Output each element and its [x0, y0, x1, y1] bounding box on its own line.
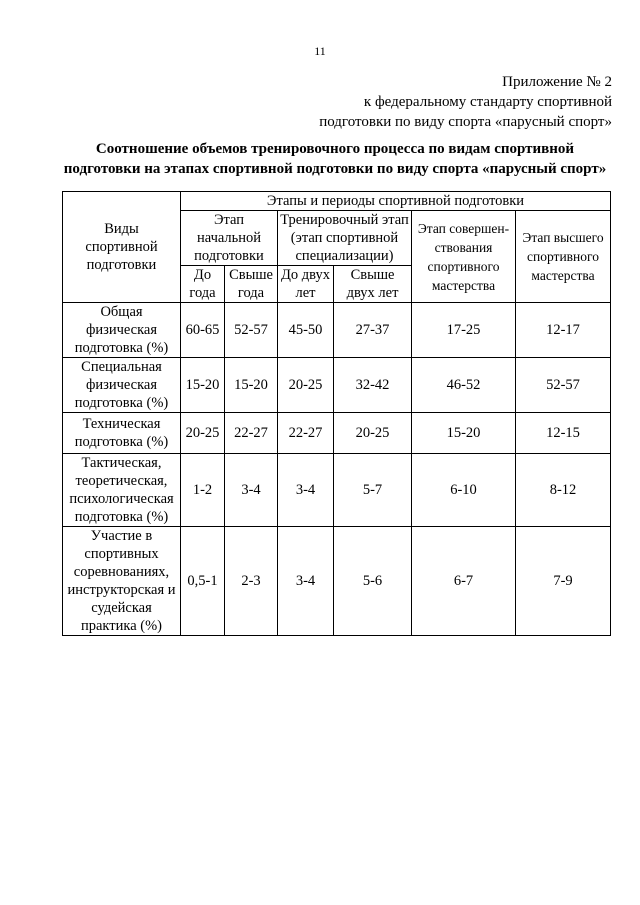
- table-cell: 20-25: [334, 413, 412, 454]
- table-cell: 27-37: [334, 303, 412, 358]
- table-cell: 12-15: [516, 413, 611, 454]
- header-stage-initial: Этап начальной подготовки: [181, 211, 278, 266]
- table-cell: 8-12: [516, 454, 611, 527]
- row-label: Специальная физическая подготовка (%): [63, 358, 181, 413]
- document-title: [40, 139, 630, 179]
- header-training-kinds: Виды спортивной подготовки: [63, 192, 181, 303]
- row-label: Общая физическая подготовка (%): [63, 303, 181, 358]
- table-cell: 15-20: [412, 413, 516, 454]
- table-cell: 0,5-1: [181, 527, 225, 636]
- table-cell: 22-27: [225, 413, 278, 454]
- appendix-line-2: к федеральному стандарту спортивной: [363, 94, 612, 110]
- table-cell: 3-4: [225, 454, 278, 527]
- title-line-2: подготовки на этапах спортивной подготовки по виду спорта «парусный спорт»: [63, 161, 607, 177]
- row-label: Участие в спортивных соревнованиях, инструкторская и судейская практика (%): [63, 527, 181, 636]
- table-cell: 46-52: [412, 358, 516, 413]
- table-row: [63, 527, 611, 636]
- table-cell: 15-20: [181, 358, 225, 413]
- table-cell: 7-9: [516, 527, 611, 636]
- table-cell: 20-25: [278, 358, 334, 413]
- table-cell: 15-20: [225, 358, 278, 413]
- table-cell: 6-10: [412, 454, 516, 527]
- table-row: [63, 413, 611, 454]
- table-row: [63, 454, 611, 527]
- appendix-reference: [319, 72, 612, 132]
- table-cell: 3-4: [278, 527, 334, 636]
- table-cell: 22-27: [278, 413, 334, 454]
- table-cell: 52-57: [516, 358, 611, 413]
- table-cell: 60-65: [181, 303, 225, 358]
- table-cell: 20-25: [181, 413, 225, 454]
- header-training-over-two: Свыше двух лет: [334, 266, 412, 303]
- header-initial-up-to-year: До года: [181, 266, 225, 303]
- row-label: Тактическая, теоретическая, психологическая подготовка (%): [63, 454, 181, 527]
- header-stage-training: Тренировочный этап (этап спортивной специализации): [278, 211, 412, 266]
- header-initial-over-year: Свыше года: [225, 266, 278, 303]
- table-row: [63, 303, 611, 358]
- title-line-1: Соотношение объемов тренировочного процесса по видам спортивной: [95, 141, 575, 157]
- table-cell: 32-42: [334, 358, 412, 413]
- header-stages-periods: Этапы и периоды спортивной подготовки: [181, 192, 611, 211]
- table-row: [63, 358, 611, 413]
- table-cell: 5-7: [334, 454, 412, 527]
- table-cell: 2-3: [225, 527, 278, 636]
- header-training-up-to-two: До двух лет: [278, 266, 334, 303]
- table-cell: 5-6: [334, 527, 412, 636]
- table-cell: 3-4: [278, 454, 334, 527]
- header-stage-improvement: Этап совершен- ствования спортивного мастерства: [412, 211, 516, 303]
- row-label: Техническая подготовка (%): [63, 413, 181, 454]
- table-cell: 17-25: [412, 303, 516, 358]
- table-cell: 1-2: [181, 454, 225, 527]
- training-ratio-table: [62, 191, 611, 636]
- page-number: 11: [314, 44, 326, 58]
- appendix-line-3: подготовки по виду спорта «парусный спорт»: [319, 114, 612, 130]
- header-stage-higher: Этап высшего спортивного мастерства: [516, 211, 611, 303]
- table-cell: 6-7: [412, 527, 516, 636]
- table-cell: 52-57: [225, 303, 278, 358]
- table-cell: 45-50: [278, 303, 334, 358]
- appendix-line-1: Приложение № 2: [502, 74, 612, 90]
- table-cell: 12-17: [516, 303, 611, 358]
